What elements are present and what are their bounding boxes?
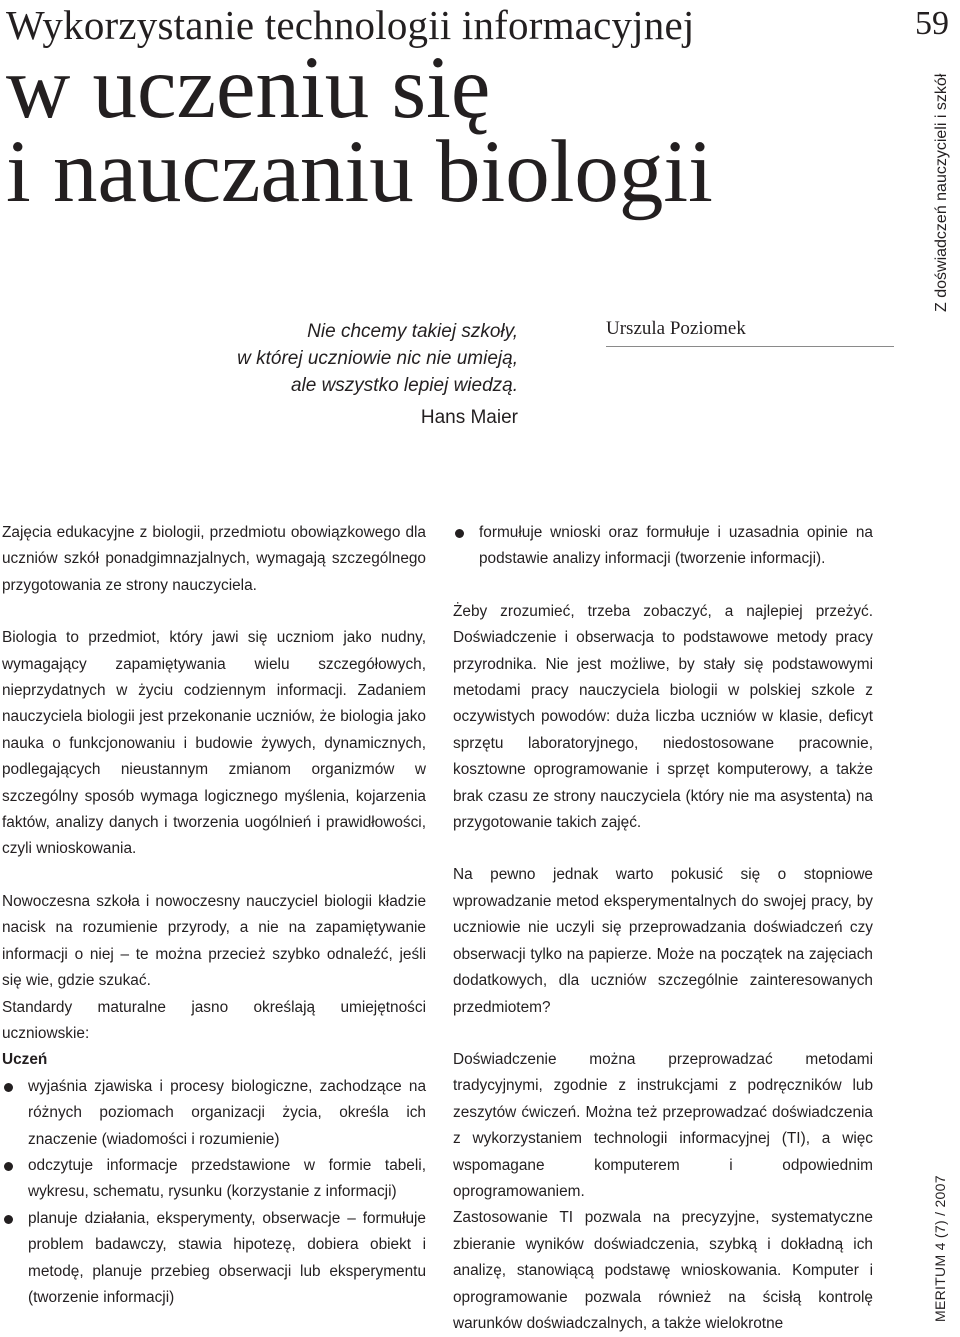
epigraph bbox=[180, 318, 518, 431]
paragraph: Doświadczenie można przeprowadzać metodami tradycyjnymi, zgodnie z instrukcjami z podręczników lub zeszytów ćwiczeń. Można też przeprowadzać doświadczenia z wykorzystaniem technologii informacyjnej (TI), a więc wspomagane komputerem i odpowiednim oprogramowaniem. bbox=[453, 1050, 873, 1200]
left-column bbox=[2, 520, 426, 1311]
epigraph-line-1: Nie chcemy takiej szkoły, bbox=[307, 321, 518, 342]
lead-paragraph: Zajęcia edukacyjne z biologii, przedmiotu obowiązkowego dla uczniów szkół ponadgimnazjalnych, wymagają szczególnego przygotowania ze strony nauczyciela. bbox=[2, 524, 426, 594]
paragraph: Standardy maturalne jasno określają umiejętności uczniowskie: bbox=[2, 998, 426, 1042]
article-author: Urszula Poziomek bbox=[606, 316, 894, 347]
paragraph: Biologia to przedmiot, który jawi się uczniom jako nudny, wymagający zapamiętywania wielu szczegółowych, nieprzydatnych w życiu codziennym informacji. Zadaniem nauczyciela biologii jest przekonanie uczniów, że biologia jako nauka o funkcjonowaniu i budowie żywych, dynamicznych, podlegających nieustannym zmianom organizmów w szczególny sposób wymaga logicznego myślenia, kojarzenia faktów, analizy danych i tworzenia uogólnień i prawidłowości, czyli wnioskowania. bbox=[2, 629, 426, 858]
paragraph: Żeby zrozumieć, trzeba zobaczyć, a najlepiej przeżyć. Doświadczenie i obserwacja to podstawowe metody pracy przyrodnika. Nie jest możliwe, by stały się podstawowymi metodami pracy nauczyciela biologii w polskiej szkole z oczywistych powodów: duża liczba uczniów w klasie, deficyt sprzętu laboratoryjnego, niedostosowane pracownie, kosztowne oprogramowanie i sprzęt komputerowy, a także brak czasu ze strony nauczyciela (który nie ma asystenta) na przygotowanie takich zajęć. bbox=[453, 602, 873, 832]
title-line-1: Wykorzystanie technologii informacyjnej bbox=[6, 2, 695, 48]
section-label: Z doświadczeń nauczycieli i szkół bbox=[933, 73, 950, 312]
page-number: 59 bbox=[915, 5, 949, 42]
student-label: Uczeń bbox=[2, 1051, 48, 1069]
journal-label: MERITUM 4 (7) / 2007 bbox=[932, 1175, 948, 1322]
title-line-3: i nauczaniu biologii bbox=[6, 123, 713, 221]
list-item: formułuje wnioski oraz formułuje i uzasadnia opinie na podstawie analizy informacji (tworzenie informacji). bbox=[453, 520, 873, 573]
list-item: odczytuje informacje przedstawione w formie tabeli, wykresu, schematu, rysunku (korzystanie z informacji) bbox=[2, 1153, 426, 1206]
article-title bbox=[6, 0, 713, 221]
epigraph-line-3: ale wszystko lepiej wiedzą. bbox=[290, 375, 518, 396]
paragraph: Nowoczesna szkoła i nowoczesny nauczyciel biologii kładzie nacisk na rozumienie przyrody, a nie na zapamiętywanie informacji o niej – te można przecież szybko odnaleźć, jeśli się wie, gdzie szukać. bbox=[2, 892, 426, 990]
title-line-2: w uczeniu się bbox=[6, 39, 491, 137]
skills-list bbox=[2, 1074, 426, 1312]
list-item: wyjaśnia zjawiska i procesy biologiczne, zachodzące na różnych poziomach organizacji życia, określa ich znaczenie (wiadomości i rozumienie) bbox=[2, 1074, 426, 1153]
skills-list-continued bbox=[453, 520, 873, 573]
epigraph-line-2: w której uczniowie nic nie umieją, bbox=[237, 348, 518, 369]
paragraph: Na pewno jednak warto pokusić się o stopniowe wprowadzanie metod eksperymentalnych do swojej pracy, by uczniowie nie uczyli się przeprowadzania doświadczeń czy obserwacji tylko na papierze. Może na początek na zajęciach dodatkowych, dla uczniów szczególnie zainteresowanych przedmiotem? bbox=[453, 866, 873, 1016]
right-column bbox=[453, 520, 873, 1337]
list-item: planuje działania, eksperymenty, obserwacje – formułuje problem badawczy, stawia hipotezę, dobiera obiekt i metodę, planuje przebieg obserwacji lub eksperymentu (tworzenie informacji) bbox=[2, 1206, 426, 1312]
epigraph-author: Hans Maier bbox=[420, 407, 518, 428]
paragraph: Zastosowanie TI pozwala na precyzyjne, systematyczne zbieranie wyników doświadczenia, szybką i dokładną ich analizę, stanowiącą podstawę wnioskowania. Komputer i oprogramowanie pozwala również na ścisłą kontrolę warunków doświadczalnych, a także wielokrotne bbox=[453, 1209, 873, 1332]
